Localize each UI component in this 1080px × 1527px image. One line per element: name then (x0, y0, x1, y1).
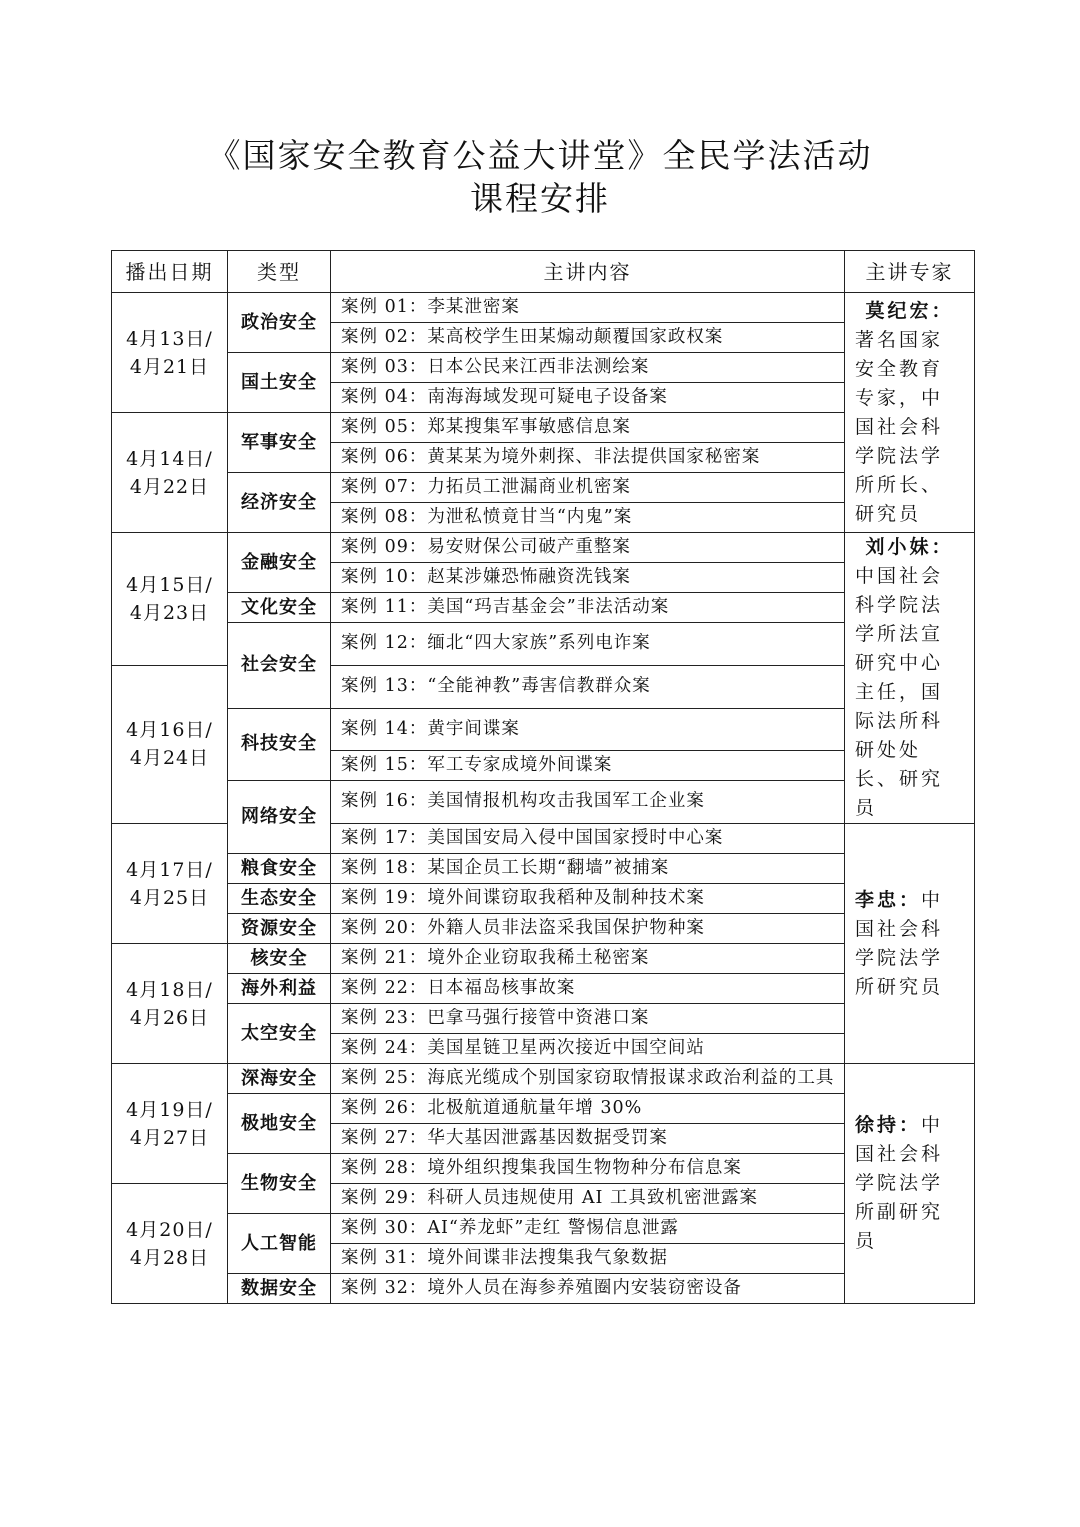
case-item: 案例 10：赵某涉嫌恐怖融资洗钱案 (331, 563, 845, 593)
header-content: 主讲内容 (331, 251, 845, 293)
case-item: 案例 06：黄某某为境外刺探、非法提供国家秘密案 (331, 443, 845, 473)
case-item: 案例 22：日本福岛核事故案 (331, 974, 845, 1004)
security-type: 金融安全 (228, 533, 331, 593)
expert-desc: 中国社会科学院法学所研究员 (855, 888, 944, 998)
header-date: 播出日期 (112, 251, 228, 293)
broadcast-date: 4月13日/ 4月21日 (112, 293, 228, 413)
security-type: 资源安全 (228, 914, 331, 944)
case-item: 案例 20：外籍人员非法盗采我国保护物种案 (331, 914, 845, 944)
security-type: 军事安全 (228, 413, 331, 473)
broadcast-date: 4月17日/ 4月25日 (112, 824, 228, 944)
expert-desc: 著名国家安全教育专家，中国社会科学院法学所所长、研究员 (855, 328, 944, 525)
case-item: 案例 26：北极航道通航量年增 30% (331, 1094, 845, 1124)
case-item: 案例 16：美国情报机构攻击我国军工企业案 (331, 781, 845, 824)
case-item: 案例 32：境外人员在海参养殖圈内安装窃密设备 (331, 1274, 845, 1304)
page-title: 《国家安全教育公益大讲堂》全民学法活动 (207, 136, 873, 175)
expert-cell (845, 533, 975, 824)
security-type: 极地安全 (228, 1094, 331, 1154)
case-item: 案例 11：美国“玛吉基金会”非法活动案 (331, 593, 845, 623)
header-type: 类型 (228, 251, 331, 293)
case-item: 案例 08：为泄私愤竟甘当“内鬼”案 (331, 503, 845, 533)
expert-cell (845, 1064, 975, 1304)
security-type: 太空安全 (228, 1004, 331, 1064)
table-header-row (112, 251, 975, 293)
schedule-table (111, 250, 975, 1304)
expert-desc: 中国社会科学院法学所副研究员 (855, 1114, 944, 1252)
table-row (112, 533, 975, 563)
case-item: 案例 02：某高校学生田某煽动颠覆国家政权案 (331, 323, 845, 353)
security-type: 社会安全 (228, 623, 331, 709)
case-item: 案例 17：美国国安局入侵中国国家授时中心案 (331, 824, 845, 854)
case-item: 案例 14：黄宇间谍案 (331, 708, 845, 751)
security-type: 生态安全 (228, 884, 331, 914)
broadcast-date: 4月16日/ 4月24日 (112, 665, 228, 823)
expert-name: 刘小妹： (865, 536, 954, 558)
case-item: 案例 21：境外企业窃取我稀土秘密案 (331, 944, 845, 974)
table-row (112, 1064, 975, 1094)
security-type: 粮食安全 (228, 854, 331, 884)
expert-name: 徐持： (855, 1114, 922, 1136)
broadcast-date: 4月18日/ 4月26日 (112, 944, 228, 1064)
security-type: 生物安全 (228, 1154, 331, 1214)
security-type: 经济安全 (228, 473, 331, 533)
case-item: 案例 19：境外间谍窃取我稻种及制种技术案 (331, 884, 845, 914)
security-type: 政治安全 (228, 293, 331, 353)
security-type: 海外利益 (228, 974, 331, 1004)
case-item: 案例 23：巴拿马强行接管中资港口案 (331, 1004, 845, 1034)
case-item: 案例 01：李某泄密案 (331, 293, 845, 323)
security-type: 文化安全 (228, 593, 331, 623)
expert-desc: 中国社会科学院法学所法宣研究中心主任，国际法所科研处处长、研究员 (855, 565, 944, 819)
security-type: 深海安全 (228, 1064, 331, 1094)
case-item: 案例 31：境外间谍非法搜集我气象数据 (331, 1244, 845, 1274)
expert-name: 李忠： (855, 888, 922, 911)
case-item: 案例 07：力拓员工泄漏商业机密案 (331, 473, 845, 503)
case-item: 案例 13：“全能神教”毒害信教群众案 (331, 665, 845, 708)
security-type: 国土安全 (228, 353, 331, 413)
case-item: 案例 28：境外组织搜集我国生物物种分布信息案 (331, 1154, 845, 1184)
case-item: 案例 12：缅北“四大家族”系列电诈案 (331, 623, 845, 666)
broadcast-date: 4月19日/ 4月27日 (112, 1064, 228, 1184)
header-expert: 主讲专家 (845, 251, 975, 293)
broadcast-date: 4月14日/ 4月22日 (112, 413, 228, 533)
case-item: 案例 04：南海海域发现可疑电子设备案 (331, 383, 845, 413)
case-item: 案例 03：日本公民来江西非法测绘案 (331, 353, 845, 383)
case-item: 案例 05：郑某搜集军事敏感信息案 (331, 413, 845, 443)
page-subtitle: 课程安排 (470, 179, 610, 218)
expert-cell (845, 824, 975, 1064)
expert-name: 莫纪宏： (865, 299, 954, 322)
case-item: 案例 18：某国企员工长期“翻墙”被捕案 (331, 854, 845, 884)
security-type: 核安全 (228, 944, 331, 974)
security-type: 人工智能 (228, 1214, 331, 1274)
table-row (112, 293, 975, 323)
case-item: 案例 15：军工专家成境外间谍案 (331, 751, 845, 781)
security-type: 科技安全 (228, 708, 331, 781)
expert-cell (845, 293, 975, 533)
broadcast-date: 4月15日/ 4月23日 (112, 533, 228, 666)
case-item: 案例 30：AI“养龙虾”走红 警惕信息泄露 (331, 1214, 845, 1244)
security-type: 数据安全 (228, 1274, 331, 1304)
case-item: 案例 27：华大基因泄露基因数据受罚案 (331, 1124, 845, 1154)
security-type: 网络安全 (228, 781, 331, 854)
case-item: 案例 09：易安财保公司破产重整案 (331, 533, 845, 563)
case-item: 案例 25：海底光缆成个别国家窃取情报谋求政治利益的工具 (331, 1064, 845, 1094)
case-item: 案例 24：美国星链卫星两次接近中国空间站 (331, 1034, 845, 1064)
broadcast-date: 4月20日/ 4月28日 (112, 1184, 228, 1304)
case-item: 案例 29：科研人员违规使用 AI 工具致机密泄露案 (331, 1184, 845, 1214)
